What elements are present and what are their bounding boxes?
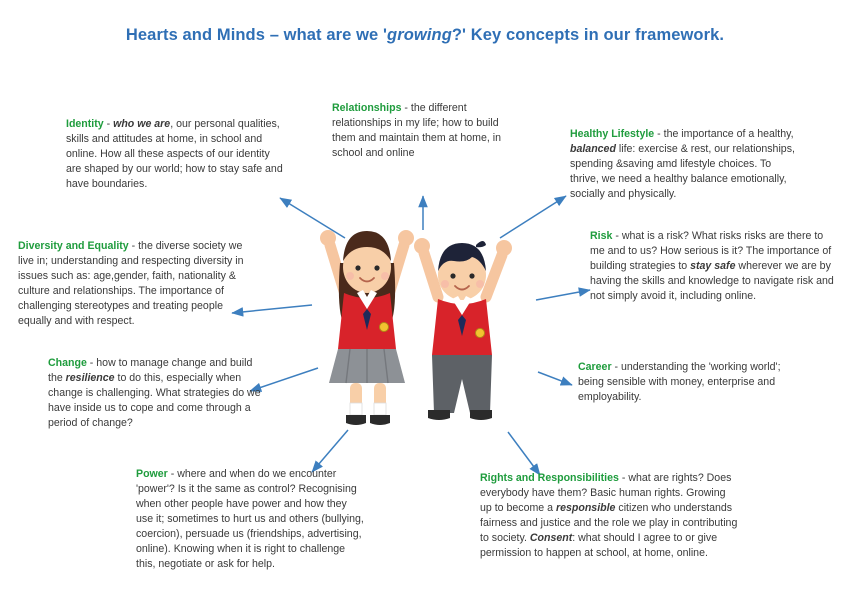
concept-power-separator: - (167, 468, 178, 480)
children-illustration (310, 205, 540, 460)
page-title-after: ?' Key concepts in our framework. (451, 26, 725, 44)
concept-relationships-separator: - (401, 102, 411, 114)
concept-career-heading: Career (578, 361, 612, 373)
concept-power-heading: Power (136, 468, 168, 480)
concept-healthy-lifestyle-separator: - (654, 128, 664, 140)
concept-rights-emphasis-2: Consent (529, 532, 573, 545)
concept-risk-body-2: wherever we are by having the skills and knowledge to navigate risk and not simply avoid it, including online. (590, 260, 834, 303)
concept-healthy-lifestyle-body-2: life: exercise & rest, our relationships, spending &saving amd lifestyle choices. To thrive, we need a healthy balance emotionally, socially and physically. (570, 143, 795, 201)
concept-relationships (332, 101, 522, 161)
concept-power (136, 467, 364, 572)
concept-relationships-body: the different relationships in my life; how to build them and maintain them at home, in school and online (332, 102, 502, 160)
boy-figure (414, 238, 512, 420)
concept-change (48, 356, 263, 431)
concept-risk-heading: Risk (590, 230, 613, 242)
concept-rights-body-1: what are rights? Does everybody have them? Basic human rights. Growing up to become a (480, 472, 732, 515)
concept-risk-body-1: what is a risk? What risks risks are there to me and to us? How serious is it? The importance of building strategies to (590, 230, 832, 273)
concept-change-emphasis: resilience (65, 372, 115, 385)
arrow-career (538, 372, 572, 385)
concept-diversity-equality (18, 239, 254, 329)
concept-identity-separator: - (103, 118, 114, 130)
concept-risk-separator: - (612, 230, 622, 242)
concept-risk-emphasis: stay safe (690, 260, 736, 273)
concept-change-heading: Change (48, 357, 87, 369)
concept-identity (66, 117, 284, 192)
concept-career-separator: - (611, 361, 621, 373)
concept-rights-emphasis: responsible (555, 502, 616, 515)
arrow-risk (536, 290, 590, 300)
concept-rights-responsibilities (480, 471, 740, 561)
concept-diversity-equality-body: the diverse society we live in; understanding and respecting diversity in issues such as: age,gender, faith, nationality & culture and relationships. The importance of challenging stereotypes and treating people equally and with respect. (18, 240, 244, 328)
concept-rights-separator: - (618, 472, 629, 484)
concept-change-separator: - (86, 357, 97, 369)
concept-identity-body: , our personal qualities, skills and attitudes at home, in school and online. How all these aspects of our identity are shaped by our world; how to stay safe and have boundaries. (66, 118, 283, 191)
concept-power-body: where and when do we encounter 'power'? Is it the same as control? Recognising when other people have power and how they use it; sometimes to hurt us and others (bullying, coercion), persuade us (friendships, advertising, online). Knowing when it is right to challenge this, negotiate or ask for help. (136, 468, 364, 571)
concept-career (578, 360, 793, 405)
concept-change-body-2: to do this, especially when change is challenging. What strategies do we have inside us to cope and come through a period of change? (48, 372, 261, 430)
page-title-emphasis: growing (387, 26, 452, 44)
concept-risk (590, 229, 838, 304)
concept-career-body: understanding the 'working world'; being sensible with money, enterprise and employability. (578, 361, 781, 404)
concept-healthy-lifestyle-heading: Healthy Lifestyle (570, 128, 655, 140)
concept-identity-emphasis: who we are (113, 118, 171, 130)
page-title (0, 26, 850, 45)
concept-change-body-1: how to manage change and build the (48, 357, 253, 385)
page-title-before: Hearts and Minds – what are we ' (125, 26, 388, 44)
concept-healthy-lifestyle-body-1: the importance of a healthy, (663, 128, 794, 140)
girl-figure (320, 230, 414, 425)
concept-relationships-heading: Relationships (332, 102, 402, 114)
concept-rights-body-2: citizen who understands fairness and justice and the role we play in contributing to society. (480, 502, 738, 545)
concept-diversity-equality-separator: - (128, 240, 139, 252)
concept-identity-heading: Identity (66, 118, 104, 130)
concept-healthy-lifestyle (570, 127, 795, 202)
concept-rights-body-3: : what should I agree to or give permission to happen at school, at home, online. (480, 532, 718, 560)
concept-healthy-lifestyle-emphasis: balanced (570, 143, 616, 156)
concept-diversity-equality-heading: Diversity and Equality (18, 240, 129, 252)
concept-rights-heading: Rights and Responsibilities (480, 472, 619, 484)
